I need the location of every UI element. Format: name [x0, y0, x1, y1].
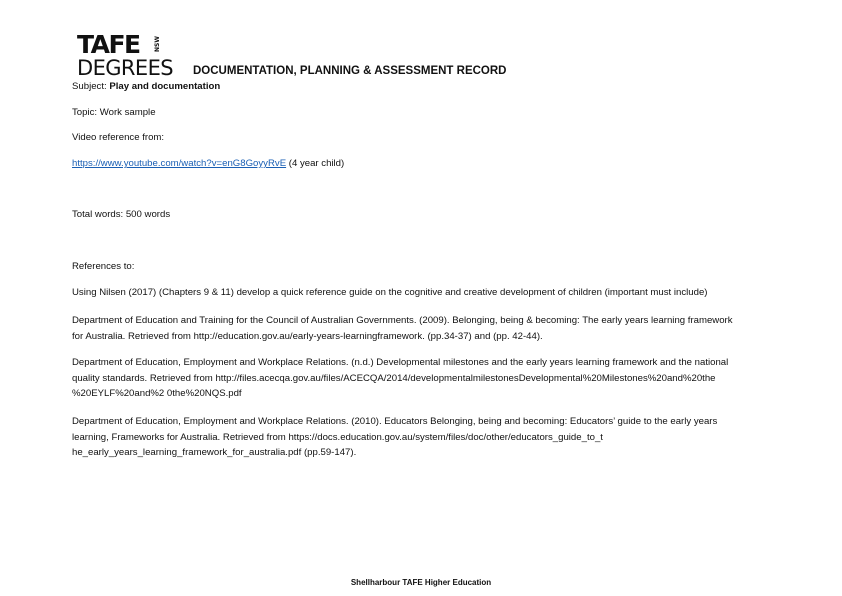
reference-line: he_early_years_learning_framework_for_australia.pdf (pp.59-147).	[72, 447, 357, 458]
page-footer: Shellharbour TAFE Higher Education	[350, 578, 492, 587]
total-words: Total words: 500 words	[72, 209, 171, 220]
subject-value: Play and documentation	[109, 81, 221, 92]
reference-line: Department of Education and Training for the Council of Australian Governments. (2009). Belonging, being & becoming: The early years learning framework	[72, 315, 733, 326]
topic-line: Topic: Work sample	[72, 107, 156, 118]
references-label: References to:	[72, 261, 135, 272]
logo-degrees-text: DEGREES	[77, 56, 173, 80]
logo-tafe-text: TAFE	[77, 30, 140, 59]
reference-line: %20EYLF%20and%2 0the%20NQS.pdf	[72, 388, 242, 399]
reference-line: Department of Education, Employment and Workplace Relations. (n.d.) Developmental milestones and the early years learning framework and the national	[72, 357, 729, 368]
reference-entry	[72, 313, 772, 344]
reference-entry	[72, 355, 772, 402]
tafe-degrees-logo	[77, 32, 195, 80]
subject-line	[72, 79, 220, 95]
reference-entry	[72, 414, 772, 461]
video-label: Video reference from:	[72, 132, 165, 143]
reference-line: quality standards. Retrieved from http://files.acecqa.gov.au/files/ACECQA/2014/developmentalmilestonesDevelopmental%20Milestones%20and%20the	[72, 372, 716, 384]
logo-nsw-text: NSW	[154, 36, 161, 52]
document-title: DOCUMENTATION, PLANNING & ASSESSMENT RECORD	[193, 65, 507, 77]
video-link[interactable]: https://www.youtube.com/watch?v=enG8GoyyRvE	[72, 158, 287, 169]
reference-line: learning, Frameworks for Australia. Retrieved from https://docs.education.gov.au/system/files/doc/other/educators_guide_to_t	[72, 431, 603, 443]
video-note: (4 year child)	[286, 158, 345, 169]
reference-line: Department of Education, Employment and Workplace Relations. (2010). Educators Belonging, being and becoming: Educators’ guide to the early years	[72, 416, 718, 427]
instruction-text: Using Nilsen (2017) (Chapters 9 & 11) develop a quick reference guide on the cognitive and creative development of children (important must include)	[72, 287, 708, 298]
video-reference-line	[72, 156, 344, 172]
reference-line: for Australia. Retrieved from http://education.gov.au/early-years-learningframework. (pp.34-37) and (pp. 42-44).	[72, 330, 543, 342]
subject-label: Subject:	[72, 81, 110, 92]
